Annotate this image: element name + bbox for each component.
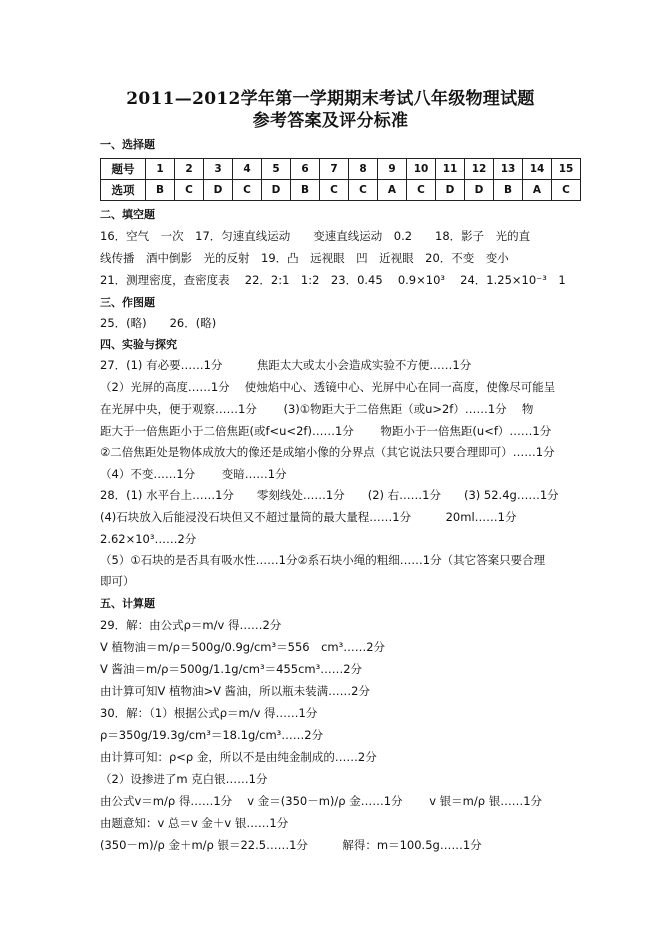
section-heading-choice: 一、选择题: [100, 138, 155, 151]
table-cell: 11: [436, 159, 465, 180]
table-cell: 4: [233, 159, 262, 180]
page-title: 2011—2012学年第一学期期末考试八年级物理试题: [126, 89, 535, 109]
table-cell: D: [262, 180, 291, 201]
table-row-answers: [101, 180, 581, 201]
answer-line: ρ＝350g/19.3g/cm³＝18.1g/cm³……2分: [100, 728, 324, 742]
answer-line: （2）设掺进了m 克白银……1分: [100, 772, 268, 786]
answer-line: 27．(1) 有必要……1分 焦距太大或太小会造成实验不方便……1分: [100, 358, 472, 372]
table-cell: 2: [175, 159, 204, 180]
answer-line: 25．(略) 26．(略): [100, 316, 217, 330]
answer-line: 即可）: [100, 574, 135, 588]
section-heading-experiment: 四、实验与探究: [100, 338, 177, 351]
table-row-label: 题号: [101, 159, 146, 180]
page-subtitle: 参考答案及评分标准: [252, 111, 409, 131]
section-heading-calculation: 五、计算题: [100, 597, 155, 610]
answer-line: 28．(1) 水平台上……1分 零刻线处……1分 (2) 右……1分 (3) 52.4g……1分: [100, 488, 559, 502]
answer-line: 由题意知：v 总＝v 金＋v 银……1分: [100, 816, 289, 830]
answer-line: 由计算可知：ρ<ρ 金，所以不是由纯金制成的……2分: [100, 750, 377, 764]
answer-line: (4)石块放入后能浸没石块但又不超过量筒的最大量程……1分 20ml……1分: [100, 510, 517, 524]
table-cell: B: [146, 180, 175, 201]
answer-line: 16．空气 一次 17．匀速直线运动 变速直线运动 0.2 18．影子 光的直: [100, 229, 531, 243]
table-cell: 7: [320, 159, 349, 180]
answer-line: 距大于一倍焦距小于二倍焦距(或f<u<2f)……1分 物距小于一倍焦距(u<f）……1分: [100, 424, 552, 438]
table-cell: C: [407, 180, 436, 201]
table-cell: B: [494, 180, 523, 201]
answer-line: 21．测理密度，查密度表 22．2:1 1:2 23．0.45 0.9×10³ 24．1.25×10⁻³ 1: [100, 273, 566, 287]
table-row-numbers: [101, 159, 581, 180]
answer-line: ②二倍焦距处是物体成放大的像还是成缩小像的分界点（其它说法只要合理即可）……1分: [100, 445, 555, 459]
answer-line: 由计算可知V 植物油>V 酱油，所以瓶未装满……2分: [100, 684, 370, 698]
answer-line: 30．解：（1）根据公式ρ＝m/v 得……1分: [100, 706, 318, 720]
answer-line: V 植物油＝m/ρ＝500g/0.9g/cm³＝556 cm³……2分: [100, 640, 386, 654]
table-cell: C: [320, 180, 349, 201]
answer-line: 2.62×10³……2分: [100, 532, 197, 546]
table-cell: 9: [378, 159, 407, 180]
answer-table: [100, 158, 581, 201]
table-cell: 3: [204, 159, 233, 180]
answer-line: （4）不变……1分 变暗……1分: [100, 467, 287, 481]
answer-line: 线传播 酒中倒影 光的反射 19．凸 远视眼 凹 近视眼 20．不变 变小: [100, 251, 509, 265]
table-cell: D: [204, 180, 233, 201]
table-cell: 6: [291, 159, 320, 180]
table-cell: 8: [349, 159, 378, 180]
answer-line: (350－m)/ρ 金＋m/ρ 银＝22.5……1分 解得：m＝100.5g……1分: [100, 838, 482, 852]
table-cell: B: [291, 180, 320, 201]
table-cell: C: [552, 180, 581, 201]
table-row-label: 选项: [101, 180, 146, 201]
section-heading-fill: 二、填空题: [100, 208, 155, 221]
answer-line: （2）光屏的高度……1分 使烛焰中心、透镜中心、光屏中心在同一高度，使像尽可能呈: [100, 380, 556, 394]
table-cell: 10: [407, 159, 436, 180]
answer-line: 由公式v＝m/ρ 得……1分 v 金＝(350－m)/ρ 金……1分 v 银＝m/ρ 银……1分: [100, 794, 543, 808]
table-cell: C: [233, 180, 262, 201]
table-cell: 13: [494, 159, 523, 180]
answer-line: 在光屏中央，便于观察……1分 (3)①物距大于二倍焦距（或u>2f）……1分 物: [100, 402, 534, 416]
table-cell: 5: [262, 159, 291, 180]
table-cell: D: [465, 180, 494, 201]
answer-line: （5）①石块的是否具有吸水性……1分②系石块小绳的粗细……1分（其它答案只要合理: [100, 553, 546, 567]
answer-line: 29．解：由公式ρ＝m/v 得……2分: [100, 618, 282, 632]
table-cell: 14: [523, 159, 552, 180]
table-cell: A: [523, 180, 552, 201]
table-cell: C: [349, 180, 378, 201]
table-cell: C: [175, 180, 204, 201]
section-heading-drawing: 三、作图题: [100, 296, 155, 309]
table-cell: A: [378, 180, 407, 201]
answer-line: V 酱油＝m/ρ＝500g/1.1g/cm³＝455cm³……2分: [100, 662, 363, 676]
table-cell: 1: [146, 159, 175, 180]
table-cell: 15: [552, 159, 581, 180]
table-cell: D: [436, 180, 465, 201]
table-cell: 12: [465, 159, 494, 180]
